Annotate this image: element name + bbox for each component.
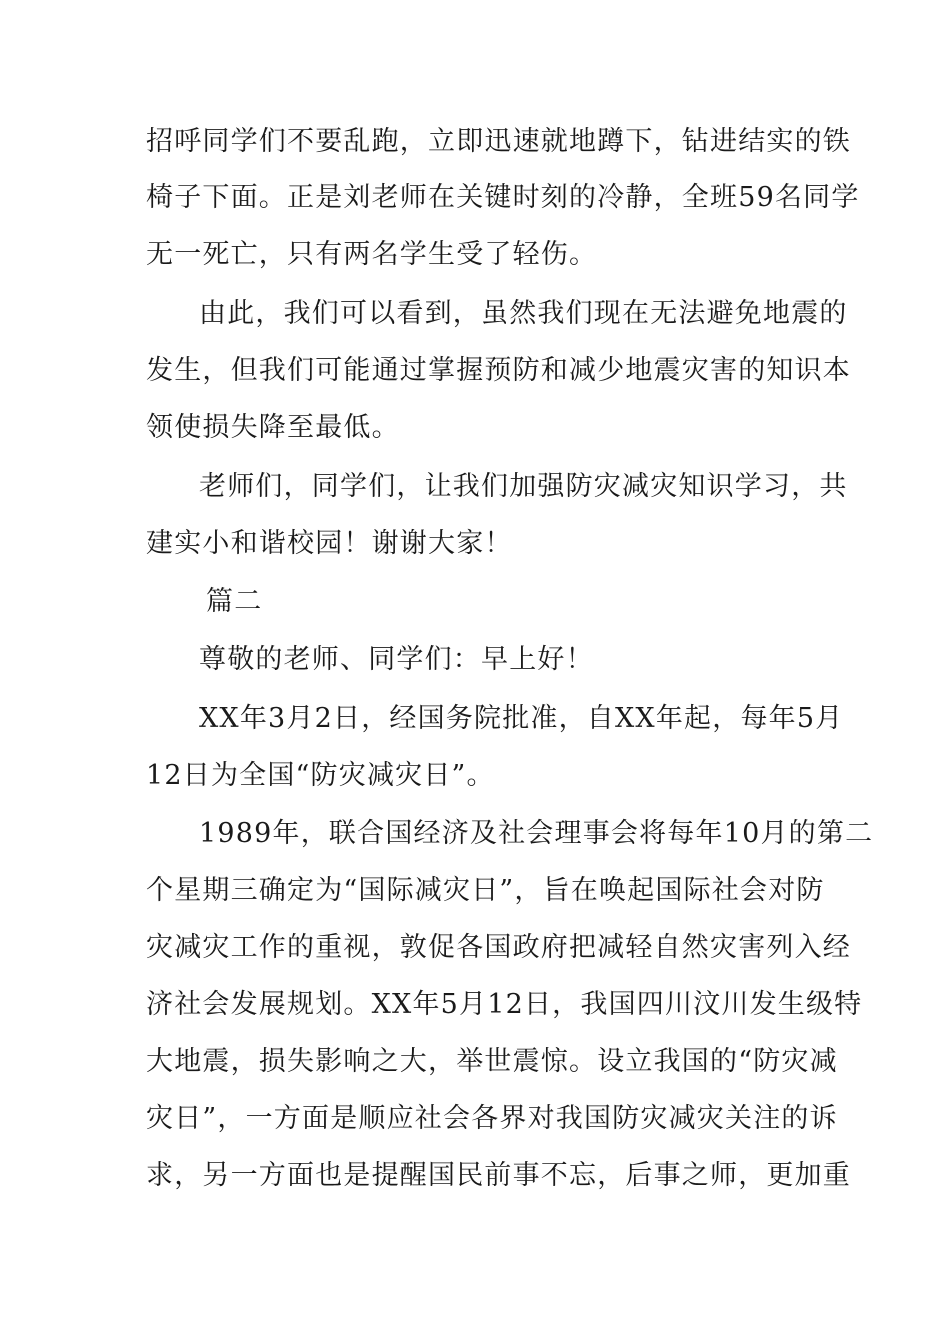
text-line: 大地震，损失影响之大，举世震惊。设立我国的“防灾减 [146,1046,838,1077]
text-line: 灾日”，一方面是顺应社会各界对我国防灾减灾关注的诉 [146,1103,838,1134]
text-line: 椅子下面。正是刘老师在关键时刻的冷静，全班59名同学 [146,182,860,213]
text-line: 招呼同学们不要乱跑，立即迅速就地蹲下，钻进结实的铁 [146,126,851,157]
paragraph-first-line: 由此，我们可以看到，虽然我们现在无法避免地震的 [199,298,848,329]
text-line: 12日为全国“防灾减灾日”。 [146,760,495,791]
text-line: 发生，但我们可能通过掌握预防和减少地震灾害的知识本 [146,355,851,386]
text-line: 领使损失降至最低。 [146,412,400,443]
greeting-line: 尊敬的老师、同学们：早上好！ [199,644,594,675]
text-line: 济社会发展规划。XX年5月12日，我国四川汶川发生级特 [146,989,863,1020]
text-line: 求，另一方面也是提醒国民前事不忘，后事之师，更加重 [146,1160,851,1191]
paragraph-first-line: 1989年，联合国经济及社会理事会将每年10月的第二 [199,818,874,849]
text-line: 灾减灾工作的重视，敦促各国政府把减轻自然灾害列入经 [146,932,851,963]
text-line: 个星期三确定为“国际减灾日”，旨在唤起国际社会对防 [146,875,825,906]
text-line: 建实小和谐校园！谢谢大家！ [146,528,513,559]
section-heading: 篇二 [206,586,263,617]
text-line: 无一死亡，只有两名学生受了轻伤。 [146,239,598,270]
paragraph-first-line: 老师们，同学们，让我们加强防灾减灾知识学习，共 [199,471,848,502]
paragraph-first-line: XX年3月2日，经国务院批准，自XX年起，每年5月 [199,703,844,734]
